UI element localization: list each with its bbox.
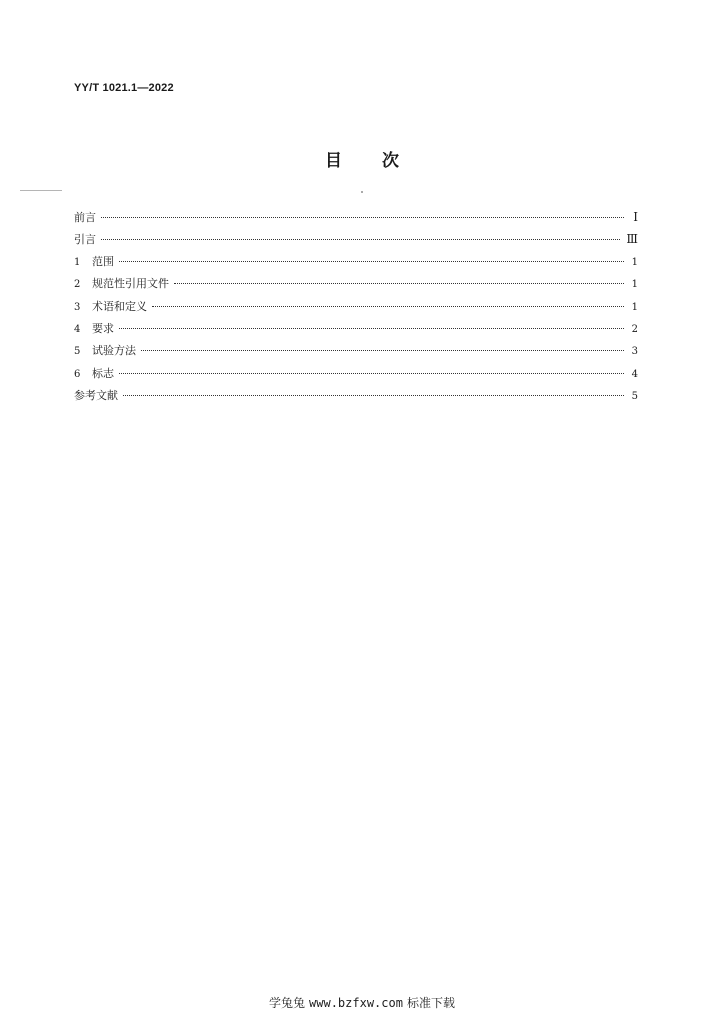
toc-leader-dots — [123, 394, 624, 396]
toc-entry-label: 前言 — [74, 211, 96, 224]
toc-leader-dots — [101, 238, 620, 240]
toc-entry-marking[interactable] — [74, 363, 638, 385]
toc-leader-dots — [101, 216, 624, 218]
footer-site-name: 学兔兔 — [269, 996, 306, 1010]
toc-entry-normative-references[interactable] — [74, 273, 638, 295]
title-part-2: 次 — [382, 151, 399, 171]
toc-entry-page: 1 — [631, 256, 638, 268]
toc-leader-dots — [152, 305, 624, 307]
toc-entry-label: 范围 — [92, 254, 114, 268]
toc-entry-label: 试验方法 — [92, 344, 136, 358]
toc-entry-number: 3 — [74, 301, 81, 313]
toc-entry-label: 标志 — [92, 366, 114, 380]
toc-entry-requirements[interactable] — [74, 318, 638, 340]
toc-entry-test-methods[interactable] — [74, 340, 638, 362]
footer-tagline: 标准下载 — [406, 996, 455, 1010]
toc-entry-label: 要求 — [92, 321, 114, 335]
toc-entry-page: 1 — [631, 301, 638, 313]
scan-artifact-line — [20, 190, 62, 191]
footer-url-link[interactable]: www.bzfxw.com — [309, 996, 403, 1010]
toc-leader-dots — [141, 349, 624, 351]
toc-entry-label: 术语和定义 — [92, 299, 147, 313]
toc-entry-number: 6 — [74, 368, 81, 380]
page-title — [0, 146, 724, 171]
standard-code: YY/T 1021.1—2022 — [74, 82, 174, 94]
toc-entry-page: Ⅰ — [633, 210, 638, 224]
toc-entry-label: 引言 — [74, 233, 96, 247]
toc-entry-page: 3 — [631, 346, 638, 358]
title-part-1: 目 — [325, 151, 342, 171]
toc-entry-number: 2 — [74, 279, 81, 291]
toc-entry-label: 参考文献 — [74, 389, 118, 403]
toc-entry-page: 2 — [631, 323, 638, 335]
toc-leader-dots — [119, 260, 624, 262]
toc-entry-page: 5 — [631, 391, 638, 403]
toc-entry-terms-definitions[interactable] — [74, 296, 638, 318]
toc-leader-dots — [119, 327, 624, 329]
toc-entry-page: 4 — [631, 368, 638, 380]
toc-leader-dots — [174, 282, 624, 284]
toc-entry-number: 1 — [74, 256, 81, 268]
toc-entry-label: 规范性引用文件 — [92, 277, 169, 291]
footer-watermark — [0, 994, 724, 1011]
toc-entry-page: 1 — [631, 279, 638, 291]
toc-entry-bibliography[interactable] — [74, 385, 638, 407]
toc-entry-number: 4 — [74, 323, 81, 335]
toc-entry-number: 5 — [74, 346, 81, 358]
toc-leader-dots — [119, 372, 624, 374]
toc-entry-introduction[interactable] — [74, 228, 638, 250]
toc-entry-scope[interactable] — [74, 251, 638, 273]
scan-artifact-dot — [361, 191, 363, 193]
toc-entry-page: Ⅲ — [626, 232, 638, 247]
toc-list — [74, 206, 638, 408]
toc-entry-foreword[interactable] — [74, 206, 638, 228]
